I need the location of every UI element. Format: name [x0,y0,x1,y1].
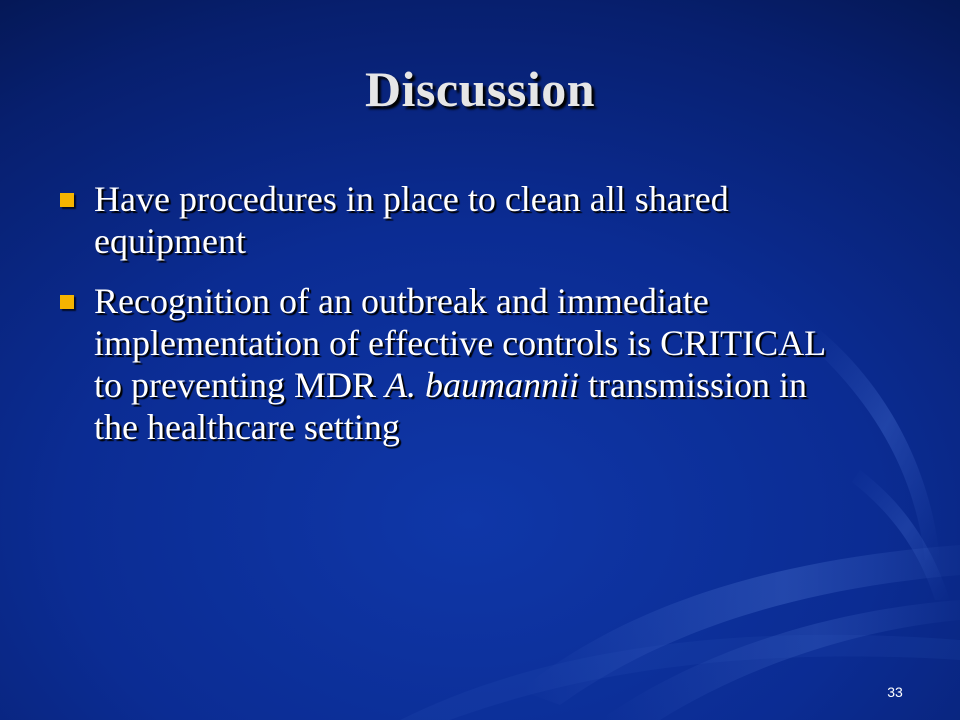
bullet-item [58,280,858,448]
bullet-item [58,178,858,262]
slide-title: Discussion [364,61,596,117]
bullet-text-after: transmission in the healthcare setting [94,365,808,447]
bullet-text-before: Recognition of an outbreak and immediate implementation of effective controls is CRITICAL to preventing MDR [94,281,825,405]
bullet-list [58,178,858,466]
square-bullet-icon [60,193,74,207]
square-bullet-icon [60,295,74,309]
page-number: 33 [887,684,903,700]
bullet-text: Have procedures in place to clean all shared equipment [94,179,729,261]
italic-genus: A. [384,365,416,405]
italic-species: baumannii [424,365,579,405]
bullet-text [94,280,858,448]
